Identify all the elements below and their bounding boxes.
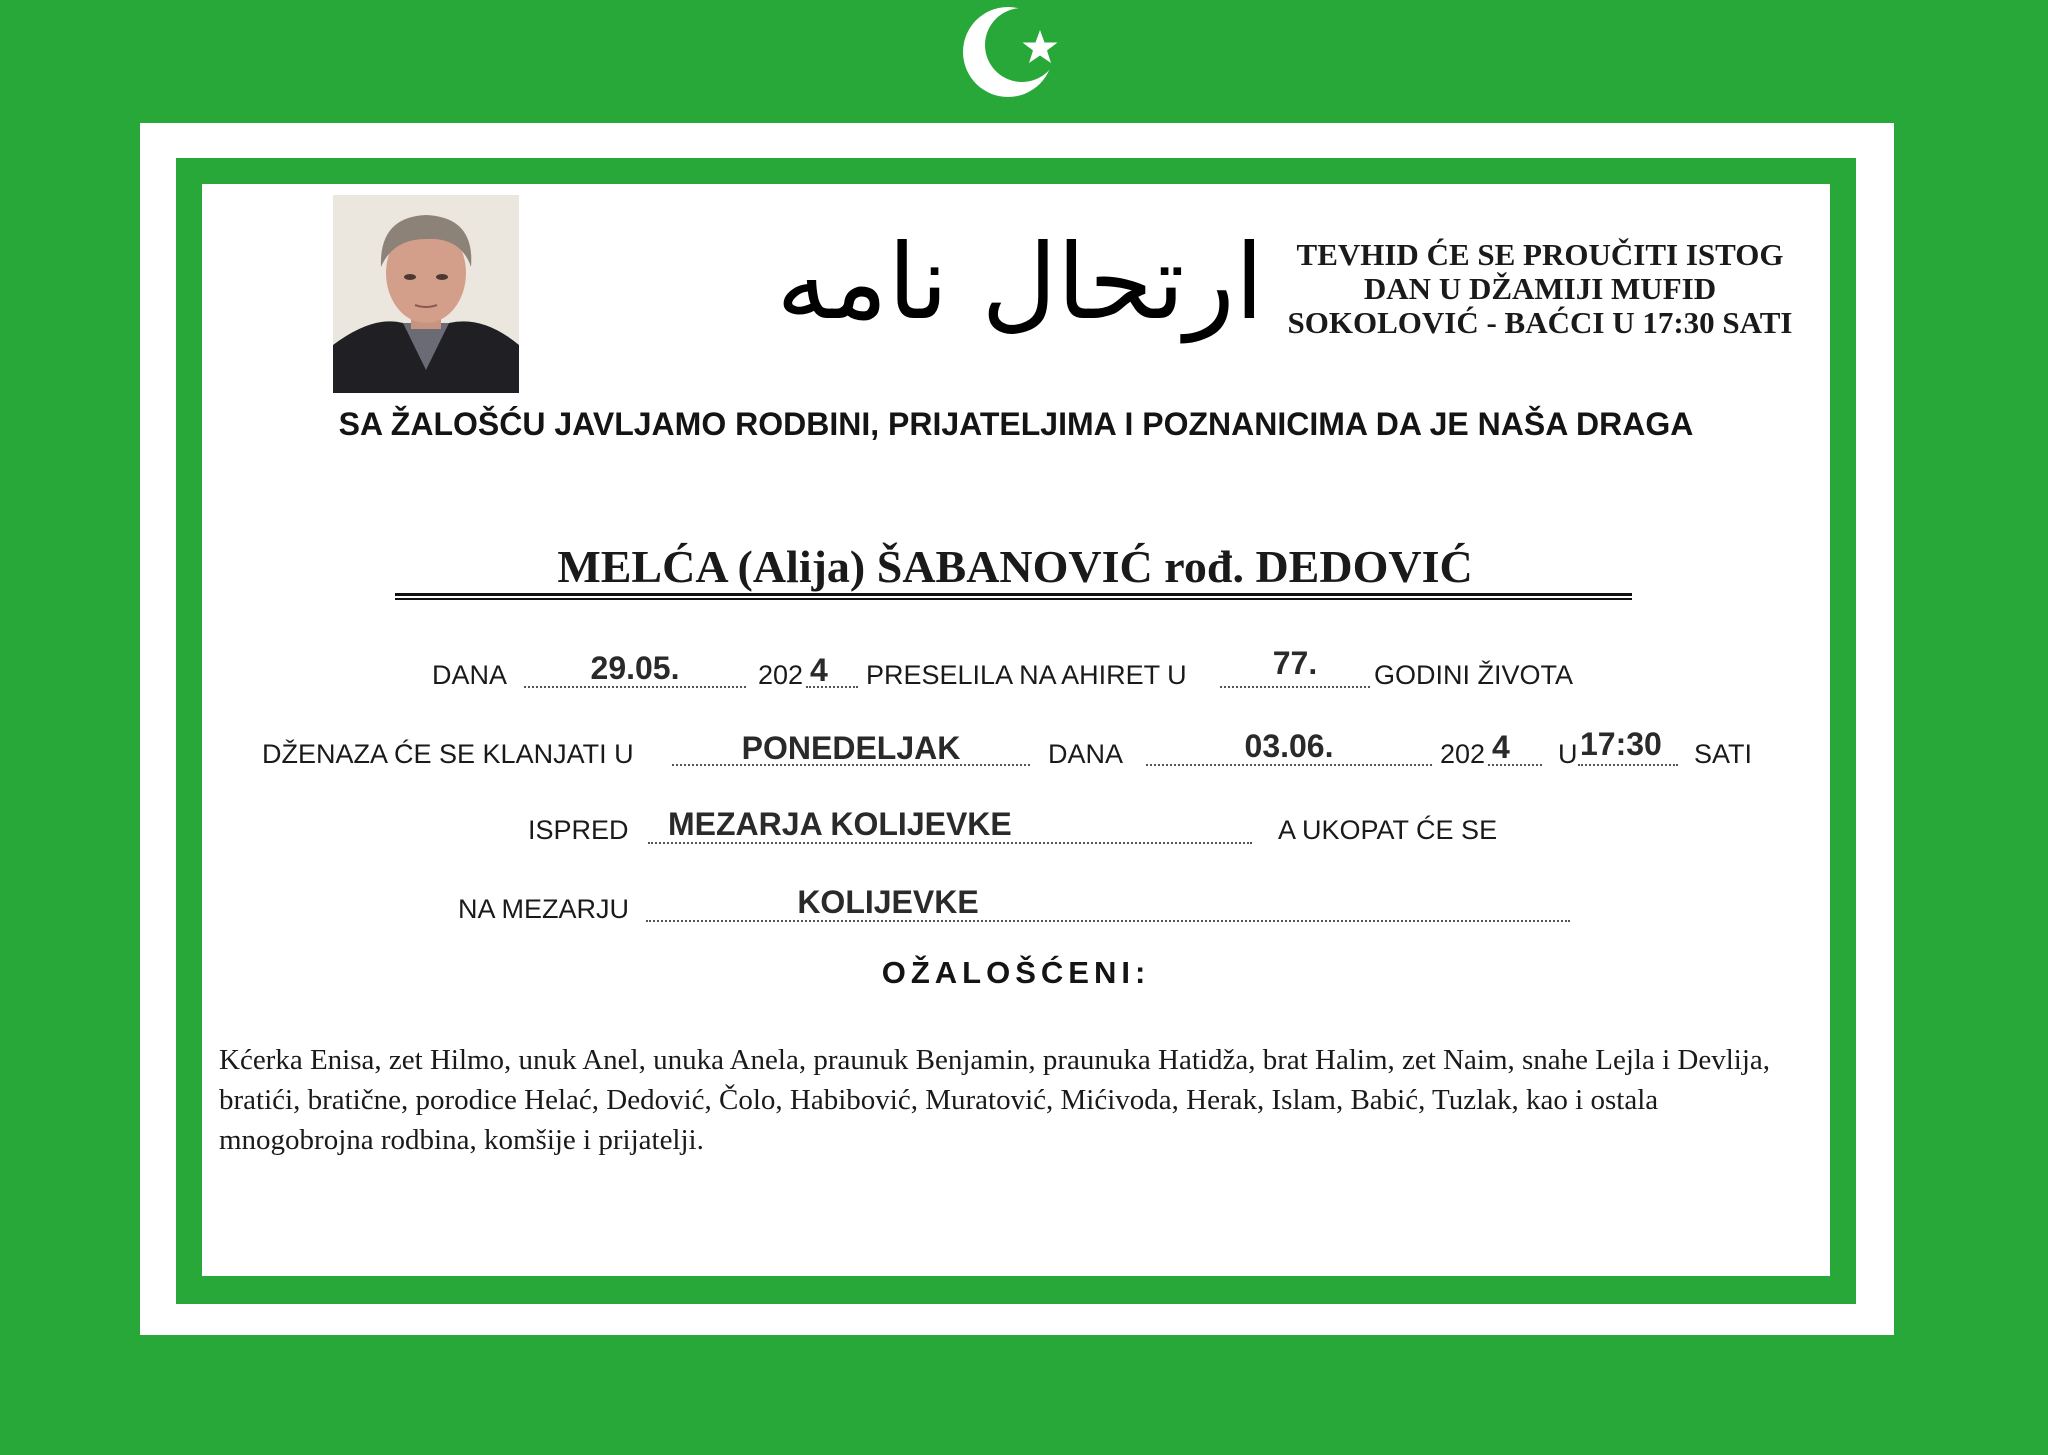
- funeral-place: MEZARJA KOLIJEVKE: [668, 806, 1012, 842]
- deceased-photo: [333, 195, 519, 393]
- name-underline: [395, 593, 1632, 600]
- dana-label-2: DANA: [1048, 739, 1124, 769]
- dana-label: DANA: [432, 660, 508, 690]
- crescent-star-icon: [958, 2, 1068, 102]
- year-prefix-2: 202: [1440, 739, 1486, 769]
- godini-label: GODINI ŽIVOTA: [1374, 660, 1574, 690]
- funeral-time: 17:30: [1580, 726, 1662, 762]
- year-dotted-line-2: [1488, 764, 1542, 766]
- tevhid-line-1: TEVHID ĆE SE PROUČITI ISTOG: [1296, 237, 1784, 272]
- age-value: 77.: [1272, 645, 1318, 681]
- tevhid-line-2: DAN U DŽAMIJI MUFID: [1363, 271, 1717, 306]
- mourners-title: OŽALOŠĆENI:: [881, 955, 1151, 990]
- sati-label: SATI: [1694, 739, 1753, 769]
- ukopat-label: A UKOPAT ĆE SE: [1278, 815, 1498, 845]
- funeral-date: 03.06.: [1244, 728, 1334, 764]
- arabic-heading: [770, 208, 1270, 378]
- arabic-heading-text: ارتحال نامه: [776, 221, 1264, 343]
- funeral-day: PONEDELJAK: [741, 730, 961, 766]
- ispred-label: ISPRED: [528, 815, 629, 845]
- deceased-name: MELĆA (Alija) ŠABANOVIĆ rođ. DEDOVIĆ: [557, 541, 1473, 592]
- cemetery-name: KOLIJEVKE: [797, 884, 979, 920]
- tevhid-line-3: SOKOLOVIĆ - BAĆCI U 17:30 SATI: [1287, 305, 1793, 340]
- year-suffix: 4: [810, 652, 828, 688]
- preselila-label: PRESELILA NA AHIRET U: [866, 660, 1187, 690]
- mourners-list: Kćerka Enisa, zet Hilmo, unuk Anel, unuka Anela, praunuk Benjamin, praunuka Hatidža, brat Halim, zet Naim, snahe Lejla i Devlija, bratići, bratične, porodice Helać, Dedović, Čolo, Habibović, Muratović, Mićivoda, Herak, Islam, Babić, Tuzlak, kao i ostala mnogobrojna rodbina, komšije i prijatelji.: [219, 1044, 1771, 1156]
- announcement-text: SA ŽALOŠĆU JAVLJAMO RODBINI, PRIJATELJIMA I POZNANICIMA DA JE NAŠA DRAGA: [338, 406, 1694, 442]
- dzenaza-label: DŽENAZA ĆE SE KLANJATI U: [262, 739, 634, 769]
- death-date: 29.05.: [590, 650, 680, 686]
- year-prefix: 202: [758, 660, 804, 690]
- year-dotted-line: [806, 686, 858, 688]
- year-suffix-2: 4: [1492, 729, 1510, 765]
- age-dotted-line: [1220, 686, 1370, 688]
- time-dotted-line: [1578, 764, 1678, 766]
- tevhid-note: [1250, 238, 1830, 340]
- mezarju-label: NA MEZARJU: [458, 894, 630, 924]
- u-label: U: [1558, 739, 1578, 769]
